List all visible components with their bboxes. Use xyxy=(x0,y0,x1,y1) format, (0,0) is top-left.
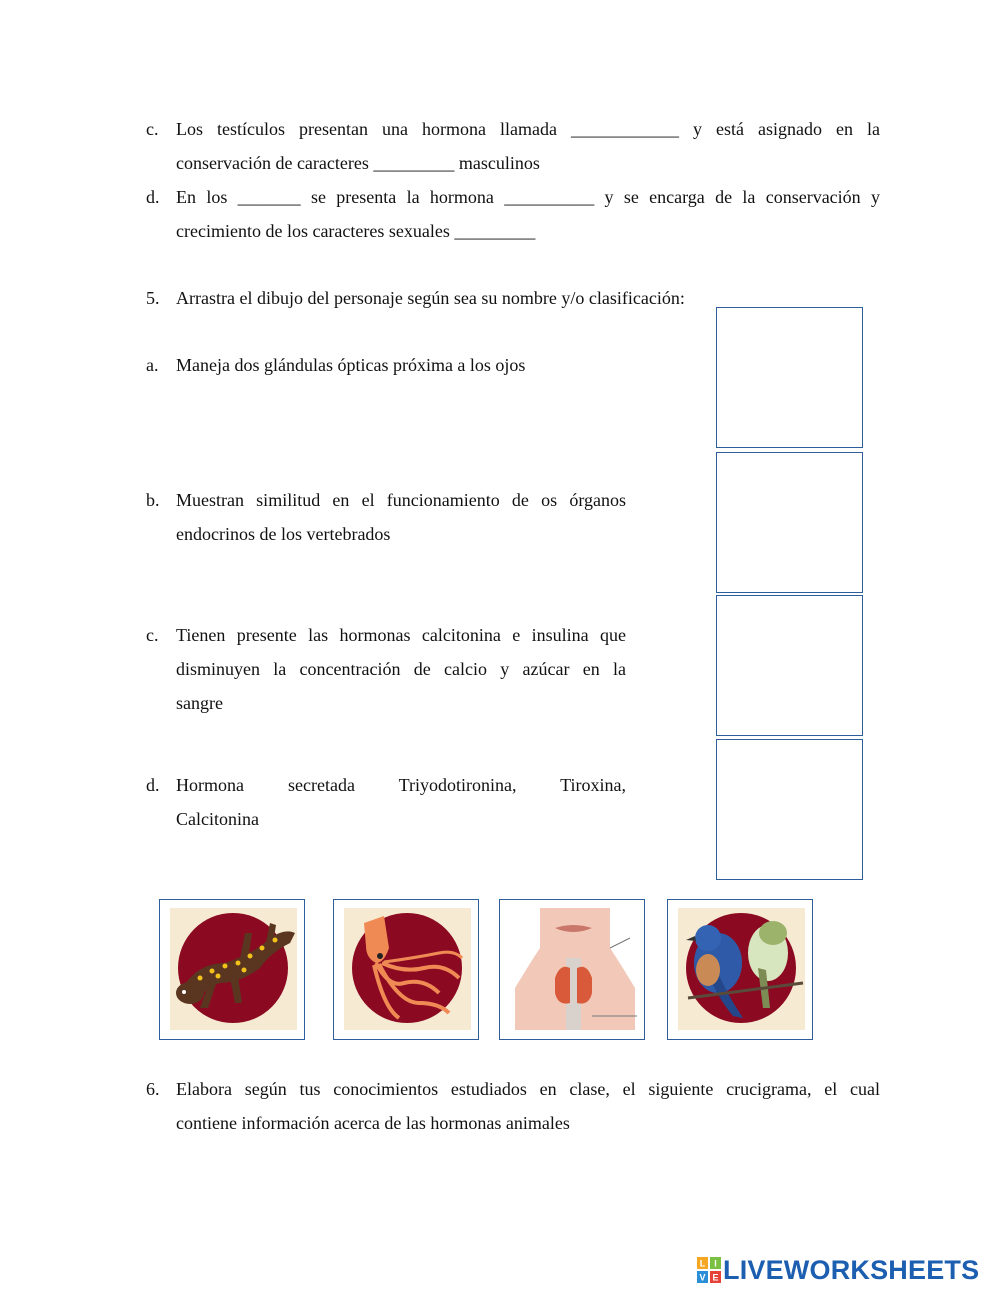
logo-letter: E xyxy=(712,1272,719,1283)
logo-letter: I xyxy=(714,1258,717,1269)
drop-target-a[interactable] xyxy=(716,307,863,448)
salamander-image xyxy=(170,908,297,1030)
logo-letter: V xyxy=(699,1272,706,1283)
birds-image xyxy=(678,908,805,1030)
question-number: 5. xyxy=(146,288,160,308)
item-4c xyxy=(146,112,880,180)
item-text-line: sangre xyxy=(176,693,223,713)
drop-target-b[interactable] xyxy=(716,452,863,593)
drop-target-c[interactable] xyxy=(716,595,863,736)
item-marker: c. xyxy=(146,625,159,645)
item-text-line: Hormona secretada Triyodotironina, Tiroxina, xyxy=(176,775,626,795)
question-text-line: contiene información acerca de las hormonas animales xyxy=(176,1113,570,1133)
item-text-line: Los testículos presentan una hormona llamada ____________ y está asignado en la xyxy=(176,119,880,139)
draggable-card-salamander[interactable] xyxy=(159,899,305,1040)
item-marker: c. xyxy=(146,119,159,139)
item-text-line: conservación de caracteres _________ masculinos xyxy=(176,153,540,173)
logo-letter: L xyxy=(699,1258,706,1269)
item-text-line: Maneja dos glándulas ópticas próxima a los ojos xyxy=(176,355,526,375)
question-5-item-c xyxy=(146,618,626,720)
item-text-line: disminuyen la concentración de calcio y azúcar en la xyxy=(176,659,626,679)
item-text-line: endocrinos de los vertebrados xyxy=(176,524,391,544)
item-text-line: crecimiento de los caracteres sexuales _________ xyxy=(176,221,536,241)
liveworksheets-logo xyxy=(697,1254,979,1286)
question-text-line: Elabora según tus conocimientos estudiados en clase, el siguiente crucigrama, el cual xyxy=(176,1079,880,1099)
thyroid-neck-image xyxy=(510,908,637,1030)
item-text-line: Muestran similitud en el funcionamiento de os órganos xyxy=(176,490,626,510)
item-text-line: En los _______ se presenta la hormona __________ y se encarga de la conservación y xyxy=(176,187,880,207)
draggable-card-thyroid[interactable] xyxy=(499,899,645,1040)
draggable-card-birds[interactable] xyxy=(667,899,813,1040)
item-marker: d. xyxy=(146,775,160,795)
drop-target-d[interactable] xyxy=(716,739,863,880)
draggable-card-squid[interactable] xyxy=(333,899,479,1040)
item-marker: b. xyxy=(146,490,160,510)
question-5-item-a xyxy=(146,348,626,382)
item-text-line: Tienen presente las hormonas calcitonina e insulina que xyxy=(176,625,626,645)
question-5-item-b xyxy=(146,483,626,551)
item-text-line: Calcitonina xyxy=(176,809,259,829)
question-6 xyxy=(146,1072,880,1140)
question-5-item-d xyxy=(146,768,626,836)
logo-text: LIVEWORKSHEETS xyxy=(723,1254,980,1285)
item-marker: a. xyxy=(146,355,159,375)
logo-icon xyxy=(697,1257,721,1283)
squid-image xyxy=(344,908,471,1030)
question-text: Arrastra el dibujo del personaje según sea su nombre y/o clasificación: xyxy=(176,288,685,308)
item-marker: d. xyxy=(146,187,160,207)
item-4d xyxy=(146,180,880,248)
question-number: 6. xyxy=(146,1079,160,1099)
